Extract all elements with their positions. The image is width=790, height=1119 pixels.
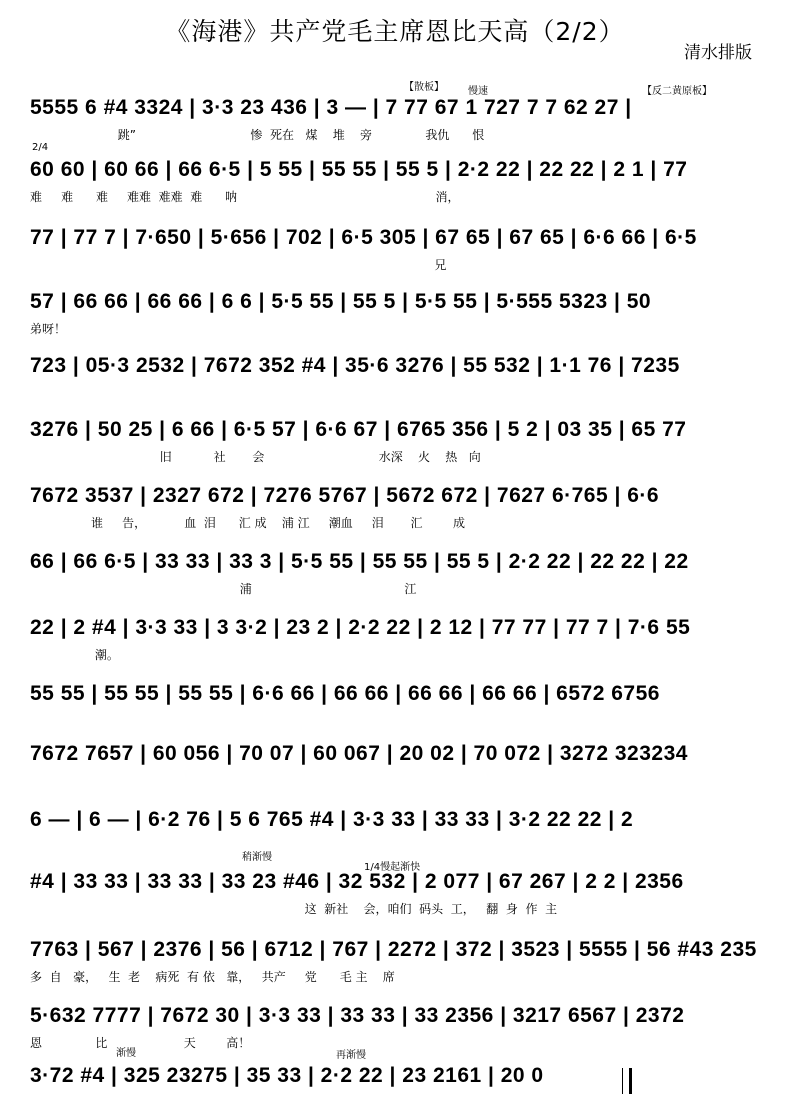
notation-line: 5·632 7777 | 7672 30 | 3·3 33 | 33 33 | 33 2356 | 3217 6567 | 2372 <box>30 1004 685 1027</box>
score-line <box>30 920 766 984</box>
lyrics-line: 跳” 惨 死在 煤 堆 旁 我仇 恨 <box>30 128 485 142</box>
lyrics-line: 谁 告， 血 泪 汇 成 浦 江 潮血 泪 汇 成 <box>30 516 466 530</box>
score-line <box>30 336 766 396</box>
score-line <box>30 852 766 916</box>
score-line <box>30 1046 766 1106</box>
notation-line: 57 | 66 66 | 66 66 | 6 6 | 5·5 55 | 55 5 | 5·5 55 | 5·555 5323 | 50 <box>30 290 652 313</box>
lyrics-line: 潮。 <box>30 648 119 662</box>
final-barline <box>622 1068 632 1094</box>
notation-line: 77 | 77 7 | 7·650 | 5·656 | 702 | 6·5 305 | 67 65 | 67 65 | 6·6 66 | 6·5 <box>30 226 697 249</box>
lyrics-line: 浦 江 <box>30 582 417 596</box>
lyrics-line: 兄 <box>30 258 447 272</box>
lyrics-line: 恩 比 天 高！ <box>30 1036 251 1050</box>
arranger-credit: 清水排版 <box>684 43 752 63</box>
score-line <box>30 790 766 850</box>
notation-line: 3276 | 50 25 | 6 66 | 6·5 57 | 6·6 67 | 6765 356 | 5 2 | 03 35 | 65 77 <box>30 418 687 441</box>
notation-line: 7672 3537 | 2327 672 | 7276 5767 | 5672 672 | 7627 6·765 | 6·6 <box>30 484 660 507</box>
notation-line: 60 60 | 60 66 | 66 6·5 | 5 55 | 55 55 | 55 5 | 2·2 22 | 22 22 | 2 1 | 77 <box>30 158 688 181</box>
score-line <box>30 598 766 662</box>
tempo-mark: 【散板】 <box>404 82 444 93</box>
lyrics-line: 旧 社 会 水深 火 热 向 <box>30 450 481 464</box>
lyrics-line <box>30 1094 766 1110</box>
tempo-mark: 再渐慢 <box>336 1050 366 1061</box>
notation-line: 5555 6 #4 3324 | 3·3 23 436 | 3 — | 7 77 67 1 727 7 7 62 27 | <box>30 96 632 119</box>
notation-line: 22 | 2 #4 | 3·3 33 | 3 3·2 | 23 2 | 2·2 22 | 2 12 | 77 77 | 77 7 | 7·6 55 <box>30 616 691 639</box>
notation-line: 66 | 66 6·5 | 33 33 | 33 3 | 5·5 55 | 55 55 | 55 5 | 2·2 22 | 22 22 | 22 <box>30 550 689 573</box>
score-line <box>30 208 766 272</box>
tempo-mark: 渐慢 <box>116 1048 136 1059</box>
tempo-mark: 【反二黄原板】 <box>642 86 712 97</box>
notation-line: 6 — | 6 — | 6·2 76 | 5 6 765 #4 | 3·3 33 | 33 33 | 3·2 22 22 | 2 <box>30 808 634 831</box>
notation-line: 7763 | 567 | 2376 | 56 | 6712 | 767 | 2272 | 372 | 3523 | 5555 | 56 #43 235 <box>30 938 757 961</box>
tempo-mark: 1/4慢起渐快 <box>364 862 421 873</box>
lyrics-line: 弟呀！ <box>30 322 67 336</box>
score-line <box>30 272 766 336</box>
score-line <box>30 532 766 596</box>
score-line <box>30 400 766 464</box>
lyrics-line: 多 自 豪， 生 老 病死 有 依 靠， 共产 党 毛 主 席 <box>30 970 395 984</box>
tempo-mark: 慢速 <box>468 86 488 97</box>
score-line <box>30 664 766 724</box>
notation-line: 55 55 | 55 55 | 55 55 | 6·6 66 | 66 66 | 66 66 | 66 66 | 6572 6756 <box>30 682 660 705</box>
notation-line: 3·72 #4 | 325 23275 | 35 33 | 2·2 22 | 23 2161 | 20 0 <box>30 1064 544 1087</box>
tempo-mark: 稍渐慢 <box>242 852 272 863</box>
lyrics-line: 难 难 难 难难 难难 难 呐 消， <box>30 190 460 204</box>
score-line <box>30 78 766 142</box>
lyrics-line <box>30 384 766 400</box>
notation-line: 7672 7657 | 60 056 | 70 07 | 60 067 | 20 02 | 70 072 | 3272 323234 <box>30 742 688 765</box>
meter-mark: 2/4 <box>32 142 49 153</box>
score-line <box>30 140 766 204</box>
score-line <box>30 986 766 1050</box>
lyrics-line: 这 新社 会，咱们 码头 工， 翻 身 作 主 <box>30 902 558 916</box>
score-line <box>30 724 766 784</box>
lyrics-line <box>30 772 766 788</box>
notation-line: 723 | 05·3 2532 | 7672 352 #4 | 35·6 3276 | 55 532 | 1·1 76 | 7235 <box>30 354 680 377</box>
notation-line: #4 | 33 33 | 33 33 | 33 23 #46 | 32 532 | 2 077 | 67 267 | 2 2 | 2356 <box>30 870 684 893</box>
score-line <box>30 466 766 530</box>
page-title: 《海港》共产党毛主席恩比天高（2/2） <box>165 17 625 46</box>
